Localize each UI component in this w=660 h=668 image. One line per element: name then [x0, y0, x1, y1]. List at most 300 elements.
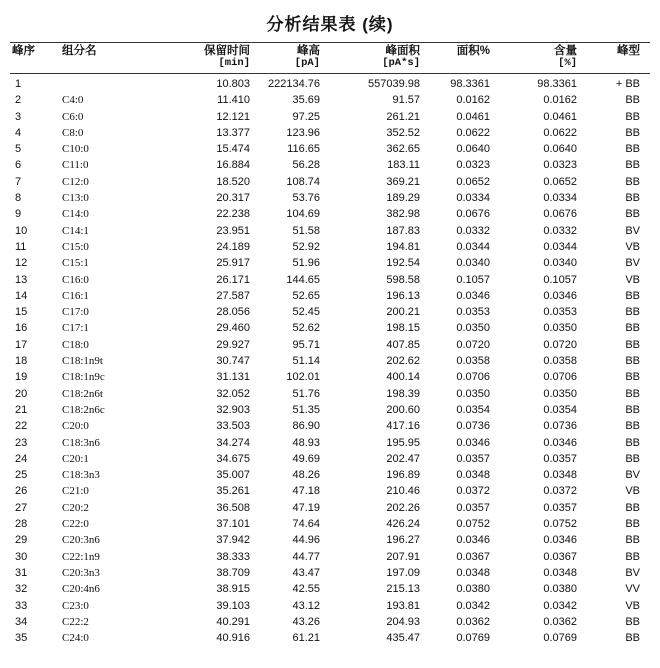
peak-no-cell: 31	[15, 566, 28, 579]
component-cell: C18:0	[62, 338, 89, 351]
amount-cell: 0.0353	[543, 306, 577, 319]
peak-area-cell: 261.21	[386, 110, 420, 123]
retention-time-cell: 36.508	[216, 501, 250, 514]
table-row	[0, 272, 660, 288]
retention-time-cell: 22.238	[216, 208, 250, 221]
retention-time-cell: 16.884	[216, 159, 250, 172]
peak-area-cell: 202.62	[386, 355, 420, 368]
retention-time-cell: 18.520	[216, 175, 250, 188]
retention-time-cell: 32.903	[216, 403, 250, 416]
peak-height-cell: 51.96	[292, 257, 320, 270]
peak-area-cell: 557039.98	[368, 78, 420, 90]
page-title: 分析结果表 (续)	[266, 15, 394, 34]
peak-area-cell: 352.52	[386, 126, 420, 139]
component-cell: C20:2	[62, 501, 89, 514]
peak-no-cell: 7	[15, 175, 22, 188]
peak-area-cell: 204.93	[386, 615, 420, 628]
peak-height-cell: 53.76	[292, 192, 320, 205]
amount-cell: 0.0652	[543, 175, 577, 188]
table-row	[0, 320, 660, 336]
peak-area-cell: 183.11	[387, 159, 420, 172]
retention-time-cell: 11.410	[217, 94, 250, 107]
area-percent-cell: 0.0380	[456, 583, 490, 596]
peak-type-cell: BB	[625, 94, 640, 107]
peak-height-cell: 43.47	[292, 566, 320, 579]
peak-area-cell: 400.14	[386, 371, 420, 384]
peak-no-cell: 35	[15, 632, 28, 645]
area-percent-cell: 0.0346	[456, 436, 490, 449]
peak-type-cell: BB	[625, 208, 640, 221]
peak-no-cell: 32	[15, 583, 28, 596]
peak-type-cell: BV	[625, 224, 640, 237]
peak-height-cell: 44.77	[292, 550, 320, 563]
area-percent-cell: 0.0162	[456, 94, 490, 107]
area-percent-cell: 98.3361	[450, 78, 490, 90]
amount-cell: 0.0706	[543, 371, 577, 384]
table-row	[0, 76, 660, 92]
peak-area-cell: 198.15	[386, 322, 420, 335]
peak-type-cell: VB	[625, 273, 640, 286]
peak-no-cell: 29	[15, 534, 28, 547]
peak-type-cell: BB	[625, 436, 640, 449]
table-row	[0, 500, 660, 516]
peak-type-cell: BB	[625, 159, 640, 172]
component-cell: C20:3n6	[62, 534, 100, 547]
peak-height-cell: 222134.76	[268, 78, 320, 90]
header-peak-area-unit: [pA*s]	[382, 57, 420, 69]
table-row	[0, 549, 660, 565]
area-percent-cell: 0.0720	[456, 338, 490, 351]
peak-no-cell: 27	[15, 501, 28, 514]
table-body	[0, 76, 660, 646]
peak-area-cell: 196.27	[386, 534, 420, 547]
peak-area-cell: 382.98	[386, 208, 420, 221]
peak-type-cell: VB	[625, 599, 640, 612]
table-row	[0, 598, 660, 614]
header-retention-time-unit: [min]	[218, 57, 250, 69]
peak-height-cell: 48.93	[292, 436, 320, 449]
component-cell: C16:0	[62, 273, 89, 286]
peak-type-cell: BV	[625, 469, 640, 482]
table-row	[0, 435, 660, 451]
retention-time-cell: 29.460	[216, 322, 250, 335]
peak-height-cell: 47.19	[292, 501, 320, 514]
peak-height-cell: 48.26	[292, 469, 320, 482]
peak-no-cell: 5	[15, 143, 22, 156]
amount-cell: 0.0323	[543, 159, 577, 172]
header-peak-type: 峰型	[617, 45, 640, 57]
peak-area-cell: 362.65	[386, 143, 420, 156]
table-row	[0, 532, 660, 548]
amount-cell: 0.0344	[543, 240, 577, 253]
table-row	[0, 304, 660, 320]
area-percent-cell: 0.0344	[456, 240, 490, 253]
retention-time-cell: 13.377	[216, 126, 250, 139]
area-percent-cell: 0.0350	[456, 387, 490, 400]
area-percent-cell: 0.0367	[456, 550, 490, 563]
table-row	[0, 174, 660, 190]
area-percent-cell: 0.0357	[456, 452, 490, 465]
peak-no-cell: 25	[15, 469, 28, 482]
peak-height-cell: 86.90	[292, 420, 320, 433]
retention-time-cell: 26.171	[216, 273, 250, 286]
component-cell: C6:0	[62, 110, 84, 123]
peak-height-cell: 43.26	[292, 615, 320, 628]
component-cell: C18:2n6t	[62, 387, 103, 400]
peak-type-cell: BB	[625, 387, 640, 400]
peak-type-cell: BB	[625, 420, 640, 433]
component-cell: C18:3n3	[62, 469, 100, 482]
retention-time-cell: 35.261	[216, 485, 250, 498]
peak-no-cell: 33	[15, 599, 28, 612]
peak-no-cell: 15	[15, 306, 28, 319]
amount-cell: 0.0357	[543, 452, 577, 465]
amount-cell: 0.0348	[543, 469, 577, 482]
table-row	[0, 418, 660, 434]
retention-time-cell: 32.052	[216, 387, 250, 400]
area-percent-cell: 0.0353	[456, 306, 490, 319]
peak-no-cell: 4	[15, 126, 22, 139]
table-row	[0, 157, 660, 173]
table-row	[0, 565, 660, 581]
peak-type-cell: VB	[625, 240, 640, 253]
table-row	[0, 386, 660, 402]
component-cell: C20:0	[62, 420, 89, 433]
peak-height-cell: 43.12	[292, 599, 320, 612]
peak-area-cell: 210.46	[386, 485, 420, 498]
table-row	[0, 467, 660, 483]
table-row	[0, 402, 660, 418]
amount-cell: 0.0354	[543, 403, 577, 416]
retention-time-cell: 40.916	[216, 632, 250, 645]
peak-no-cell: 30	[15, 550, 28, 563]
component-cell: C20:1	[62, 452, 89, 465]
peak-height-cell: 51.58	[292, 224, 320, 237]
peak-area-cell: 426.24	[386, 518, 420, 531]
peak-no-cell: 24	[15, 452, 28, 465]
table-row	[0, 109, 660, 125]
amount-cell: 0.0340	[543, 257, 577, 270]
component-cell: C17:0	[62, 306, 89, 319]
component-cell: C22:2	[62, 615, 89, 628]
table-row	[0, 239, 660, 255]
area-percent-cell: 0.0346	[456, 534, 490, 547]
peak-no-cell: 34	[15, 615, 28, 628]
peak-height-cell: 144.65	[286, 273, 320, 286]
peak-type-cell: BB	[625, 338, 640, 351]
peak-height-cell: 97.25	[292, 110, 320, 123]
peak-type-cell: BB	[625, 143, 640, 156]
peak-height-cell: 51.14	[292, 355, 320, 368]
amount-cell: 0.0357	[543, 501, 577, 514]
area-percent-cell: 0.0323	[456, 159, 490, 172]
component-cell: C18:3n6	[62, 436, 100, 449]
retention-time-cell: 34.675	[216, 452, 250, 465]
peak-no-cell: 19	[15, 371, 28, 384]
component-cell: C15:1	[62, 257, 89, 270]
peak-type-cell: BB	[625, 518, 640, 531]
table-row	[0, 614, 660, 630]
component-cell: C14:0	[62, 208, 89, 221]
peak-type-cell: BB	[625, 110, 640, 123]
peak-height-cell: 35.69	[292, 94, 320, 107]
table-row	[0, 190, 660, 206]
peak-type-cell: BB	[625, 371, 640, 384]
table-row	[0, 369, 660, 385]
peak-no-cell: 16	[15, 322, 28, 335]
peak-no-cell: 2	[15, 94, 22, 107]
amount-cell: 0.0769	[543, 632, 577, 645]
component-cell: C18:1n9t	[62, 355, 103, 368]
amount-cell: 0.1057	[543, 273, 577, 286]
peak-height-cell: 51.35	[292, 403, 320, 416]
area-percent-cell: 0.0736	[456, 420, 490, 433]
area-percent-cell: 0.0676	[456, 208, 490, 221]
peak-type-cell: BB	[625, 632, 640, 645]
retention-time-cell: 39.103	[216, 599, 250, 612]
amount-cell: 0.0342	[543, 599, 577, 612]
peak-area-cell: 215.13	[386, 583, 420, 596]
amount-cell: 0.0334	[543, 192, 577, 205]
component-cell: C20:3n3	[62, 566, 100, 579]
table-row	[0, 255, 660, 271]
table-row	[0, 92, 660, 108]
header-peak-no: 峰序	[12, 45, 35, 57]
area-percent-cell: 0.0752	[456, 518, 490, 531]
component-cell: C20:4n6	[62, 583, 100, 596]
peak-area-cell: 197.09	[386, 566, 420, 579]
table-row	[0, 223, 660, 239]
area-percent-cell: 0.0350	[456, 322, 490, 335]
peak-height-cell: 42.55	[292, 583, 320, 596]
area-percent-cell: 0.0372	[456, 485, 490, 498]
peak-area-cell: 598.58	[386, 273, 420, 286]
amount-cell: 0.0350	[543, 322, 577, 335]
retention-time-cell: 24.189	[216, 240, 250, 253]
retention-time-cell: 35.007	[216, 469, 250, 482]
peak-no-cell: 23	[15, 436, 28, 449]
retention-time-cell: 12.121	[216, 110, 250, 123]
table-row	[0, 516, 660, 532]
peak-height-cell: 102.01	[286, 371, 320, 384]
peak-type-cell: BB	[625, 403, 640, 416]
header-amount: 含量	[554, 45, 577, 57]
area-percent-cell: 0.0622	[456, 126, 490, 139]
component-cell: C23:0	[62, 599, 89, 612]
amount-cell: 0.0372	[543, 485, 577, 498]
peak-type-cell: BB	[625, 192, 640, 205]
area-percent-cell: 0.0342	[456, 599, 490, 612]
peak-type-cell: BB	[625, 615, 640, 628]
retention-time-cell: 40.291	[216, 615, 250, 628]
peak-area-cell: 194.81	[386, 240, 420, 253]
peak-height-cell: 95.71	[292, 338, 320, 351]
peak-area-cell: 196.89	[386, 469, 420, 482]
amount-cell: 0.0162	[543, 94, 577, 107]
area-percent-cell: 0.1057	[456, 273, 490, 286]
retention-time-cell: 38.333	[216, 550, 250, 563]
area-percent-cell: 0.0652	[456, 175, 490, 188]
table-row	[0, 125, 660, 141]
table-row	[0, 451, 660, 467]
retention-time-cell: 10.803	[216, 78, 250, 90]
peak-area-cell: 200.60	[386, 403, 420, 416]
area-percent-cell: 0.0461	[456, 110, 490, 123]
peak-no-cell: 20	[15, 387, 28, 400]
retention-time-cell: 31.131	[216, 371, 250, 384]
peak-type-cell: BV	[625, 257, 640, 270]
amount-cell: 0.0362	[543, 615, 577, 628]
peak-type-cell: BB	[625, 175, 640, 188]
component-cell: C18:2n6c	[62, 403, 105, 416]
component-cell: C15:0	[62, 240, 89, 253]
header-amount-unit: [%]	[558, 57, 577, 69]
header-peak-height: 峰高	[297, 45, 320, 57]
peak-no-cell: 14	[15, 289, 28, 302]
peak-area-cell: 417.16	[386, 420, 420, 433]
header-area-percent: 面积%	[456, 45, 490, 57]
table-row	[0, 141, 660, 157]
retention-time-cell: 37.101	[216, 518, 250, 531]
peak-area-cell: 407.85	[386, 338, 420, 351]
peak-height-cell: 47.18	[292, 485, 320, 498]
peak-area-cell: 196.13	[386, 289, 420, 302]
amount-cell: 0.0348	[543, 566, 577, 579]
peak-height-cell: 44.96	[292, 534, 320, 547]
peak-type-cell: BB	[625, 355, 640, 368]
peak-area-cell: 207.91	[386, 550, 420, 563]
amount-cell: 0.0367	[543, 550, 577, 563]
component-cell: C24:0	[62, 632, 89, 645]
area-percent-cell: 0.0340	[456, 257, 490, 270]
peak-no-cell: 17	[15, 338, 28, 351]
peak-area-cell: 91.57	[392, 94, 420, 107]
amount-cell: 0.0461	[543, 110, 577, 123]
peak-type-cell: BB	[625, 126, 640, 139]
peak-type-cell: + BB	[615, 78, 640, 90]
component-cell: C4:0	[62, 94, 84, 107]
amount-cell: 0.0350	[543, 387, 577, 400]
area-percent-cell: 0.0354	[456, 403, 490, 416]
peak-no-cell: 21	[15, 403, 28, 416]
peak-type-cell: BB	[625, 534, 640, 547]
peak-type-cell: BB	[625, 501, 640, 514]
component-cell: C17:1	[62, 322, 89, 335]
component-cell: C21:0	[62, 485, 89, 498]
peak-no-cell: 18	[15, 355, 28, 368]
header-bottom-rule	[10, 73, 650, 74]
area-percent-cell: 0.0706	[456, 371, 490, 384]
header-retention-time: 保留时间	[204, 45, 250, 57]
table-row	[0, 630, 660, 646]
table-row	[0, 353, 660, 369]
area-percent-cell: 0.0362	[456, 615, 490, 628]
amount-cell: 0.0380	[543, 583, 577, 596]
retention-time-cell: 34.274	[216, 436, 250, 449]
area-percent-cell: 0.0348	[456, 566, 490, 579]
peak-height-cell: 104.69	[286, 208, 320, 221]
area-percent-cell: 0.0769	[456, 632, 490, 645]
peak-area-cell: 369.21	[386, 175, 420, 188]
peak-height-cell: 123.96	[286, 126, 320, 139]
retention-time-cell: 15.474	[216, 143, 250, 156]
amount-cell: 98.3361	[537, 78, 577, 90]
peak-type-cell: BB	[625, 550, 640, 563]
component-cell: C13:0	[62, 192, 89, 205]
header-peak-area: 峰面积	[385, 45, 420, 57]
peak-type-cell: BB	[625, 306, 640, 319]
retention-time-cell: 27.587	[216, 289, 250, 302]
peak-no-cell: 22	[15, 420, 28, 433]
peak-type-cell: BB	[625, 322, 640, 335]
peak-area-cell: 189.29	[386, 192, 420, 205]
retention-time-cell: 30.747	[216, 355, 250, 368]
amount-cell: 0.0332	[543, 224, 577, 237]
peak-no-cell: 12	[15, 257, 28, 270]
table-row	[0, 206, 660, 222]
retention-time-cell: 20.317	[216, 192, 250, 205]
amount-cell: 0.0640	[543, 143, 577, 156]
peak-no-cell: 9	[15, 208, 22, 221]
amount-cell: 0.0676	[543, 208, 577, 221]
peak-type-cell: VV	[625, 583, 640, 596]
amount-cell: 0.0752	[543, 518, 577, 531]
peak-area-cell: 187.83	[386, 224, 420, 237]
component-cell: C11:0	[62, 159, 89, 172]
retention-time-cell: 37.942	[216, 534, 250, 547]
peak-height-cell: 116.65	[287, 143, 320, 156]
component-cell: C12:0	[62, 175, 89, 188]
peak-height-cell: 52.65	[292, 289, 320, 302]
amount-cell: 0.0720	[543, 338, 577, 351]
peak-area-cell: 202.26	[386, 501, 420, 514]
retention-time-cell: 25.917	[216, 257, 250, 270]
peak-type-cell: BB	[625, 289, 640, 302]
amount-cell: 0.0736	[543, 420, 577, 433]
peak-height-cell: 74.64	[292, 518, 320, 531]
component-cell: C22:0	[62, 518, 89, 531]
area-percent-cell: 0.0332	[456, 224, 490, 237]
amount-cell: 0.0358	[543, 355, 577, 368]
peak-no-cell: 11	[15, 240, 27, 253]
area-percent-cell: 0.0334	[456, 192, 490, 205]
peak-height-cell: 56.28	[292, 159, 320, 172]
area-percent-cell: 0.0348	[456, 469, 490, 482]
peak-no-cell: 3	[15, 110, 22, 123]
amount-cell: 0.0346	[543, 534, 577, 547]
peak-no-cell: 10	[15, 224, 28, 237]
header-peak-height-unit: [pA]	[294, 57, 320, 69]
retention-time-cell: 23.951	[216, 224, 250, 237]
component-cell: C14:1	[62, 224, 89, 237]
amount-cell: 0.0622	[543, 126, 577, 139]
header-component: 组分名	[62, 45, 97, 57]
peak-no-cell: 28	[15, 518, 28, 531]
retention-time-cell: 29.927	[216, 338, 250, 351]
peak-height-cell: 52.45	[292, 306, 320, 319]
area-percent-cell: 0.0640	[456, 143, 490, 156]
area-percent-cell: 0.0357	[456, 501, 490, 514]
table-row	[0, 483, 660, 499]
peak-type-cell: BV	[625, 566, 640, 579]
peak-type-cell: VB	[625, 485, 640, 498]
peak-area-cell: 202.47	[386, 452, 420, 465]
peak-height-cell: 108.74	[286, 175, 320, 188]
table-row	[0, 581, 660, 597]
peak-area-cell: 193.81	[386, 599, 420, 612]
amount-cell: 0.0346	[543, 436, 577, 449]
peak-type-cell: BB	[625, 452, 640, 465]
